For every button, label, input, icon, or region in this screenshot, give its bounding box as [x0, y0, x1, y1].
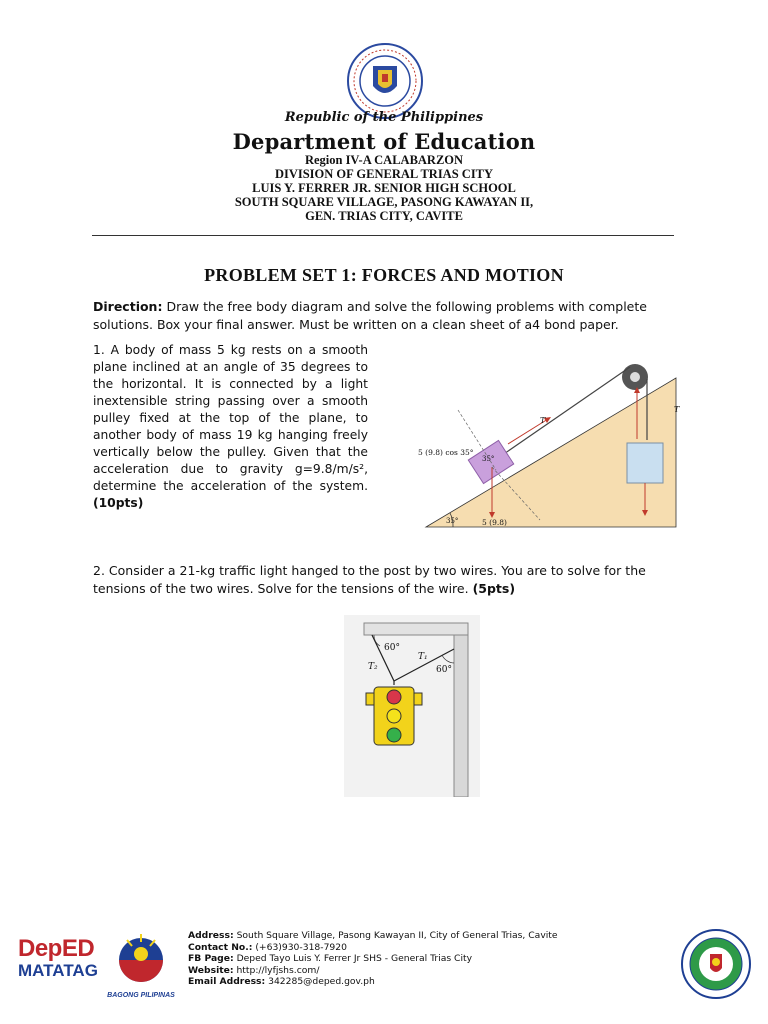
school-line: LUIS Y. FERRER JR. SENIOR HIGH SCHOOL	[252, 181, 516, 195]
tension-1-label: T₁	[418, 652, 428, 662]
block-angle-label: 35°	[482, 455, 495, 463]
deped-seal-logo	[346, 42, 424, 120]
division-line: DIVISION OF GENERAL TRIAS CITY	[274, 167, 494, 181]
top-angle-label: 60°	[384, 643, 400, 653]
address-label: Address:	[188, 930, 234, 941]
normal-force-label: 5 (9.8) cos 35°	[418, 448, 474, 457]
tension-label-incline: T	[540, 416, 546, 425]
department-name: Department of Education	[232, 129, 536, 154]
post-arm	[364, 623, 468, 635]
problem-2-text	[93, 562, 693, 598]
traffic-light-figure	[344, 615, 480, 797]
problem-1-body: 1. A body of mass 5 kg rests on a smooth plane inclined at an angle of 35 degrees to the horizontal. It is connected by a light inextensible string passing over a smooth pulley fixed at the top of the plane, to another body of mass 19 kg hanging freely vertically below the pulley. Given that the acceleration due to gravity g=9.8/m/s², determine the acceleration of the system.	[93, 343, 368, 493]
fb-value: Deped Tayo Luis Y. Ferrer Jr SHS - General Trias City	[236, 953, 473, 964]
right-angle-label: 60°	[436, 665, 452, 675]
tension-2-label: T₂	[368, 662, 378, 672]
contact-value: (+63)930-318-7920	[255, 941, 347, 953]
incline-figure	[398, 345, 696, 530]
contact-label: Contact No.:	[188, 941, 253, 953]
website-label: Website:	[188, 964, 234, 976]
direction-text: Draw the free body diagram and solve the following problems with complete solutions. Box your final answer. Must be written on a clean sheet of a4 bond paper.	[93, 299, 647, 332]
direction-paragraph	[93, 298, 693, 334]
post	[454, 623, 468, 797]
page-title: PROBLEM SET 1: FORCES AND MOTION	[204, 265, 564, 285]
email-link[interactable]: 342285@deped.gov.ph	[268, 976, 375, 987]
region-line: Region IV-A CALABARZON	[304, 153, 464, 167]
problem-2-body: 2. Consider a 21-kg traffic light hanged to the post by two wires. You are to solve for the tensions of the two wires. Solve for the tensions of the wire.	[93, 563, 646, 596]
problem-1-text	[93, 342, 368, 512]
address-line-1: SOUTH SQUARE VILLAGE, PASONG KAWAYAN II,	[234, 195, 534, 209]
republic-line: Republic of the Philippines	[284, 110, 484, 125]
school-seal-logo	[680, 928, 752, 1000]
base-angle-label: 35°	[446, 517, 459, 525]
email-label: Email Address:	[188, 976, 266, 987]
problem-2-points: (5pts)	[472, 581, 516, 596]
deped-logo-text: DepED	[18, 935, 95, 962]
header-divider	[92, 235, 674, 236]
website-link[interactable]: http://lyfjshs.com/	[236, 964, 320, 976]
address-line-2: GEN. TRIAS CITY, CAVITE	[305, 209, 463, 223]
problem-1-points: (10pts)	[93, 496, 144, 510]
direction-label: Direction:	[93, 299, 163, 314]
weight-label: 5 (9.8)	[482, 518, 507, 527]
tension-label-vertical: T	[674, 405, 680, 414]
bagong-pilipinas-text: BAGONG PILIPINAS	[107, 992, 175, 999]
deped-matatag-logo	[18, 935, 96, 997]
hanging-block	[627, 443, 663, 483]
fb-label: FB Page:	[188, 953, 234, 964]
matatag-logo-text: MATATAG	[18, 961, 98, 980]
bagong-pilipinas-logo	[105, 930, 177, 1000]
footer-contact	[188, 930, 608, 988]
address-value: South Square Village, Pasong Kawayan II, City of General Trias, Cavite	[236, 930, 558, 941]
